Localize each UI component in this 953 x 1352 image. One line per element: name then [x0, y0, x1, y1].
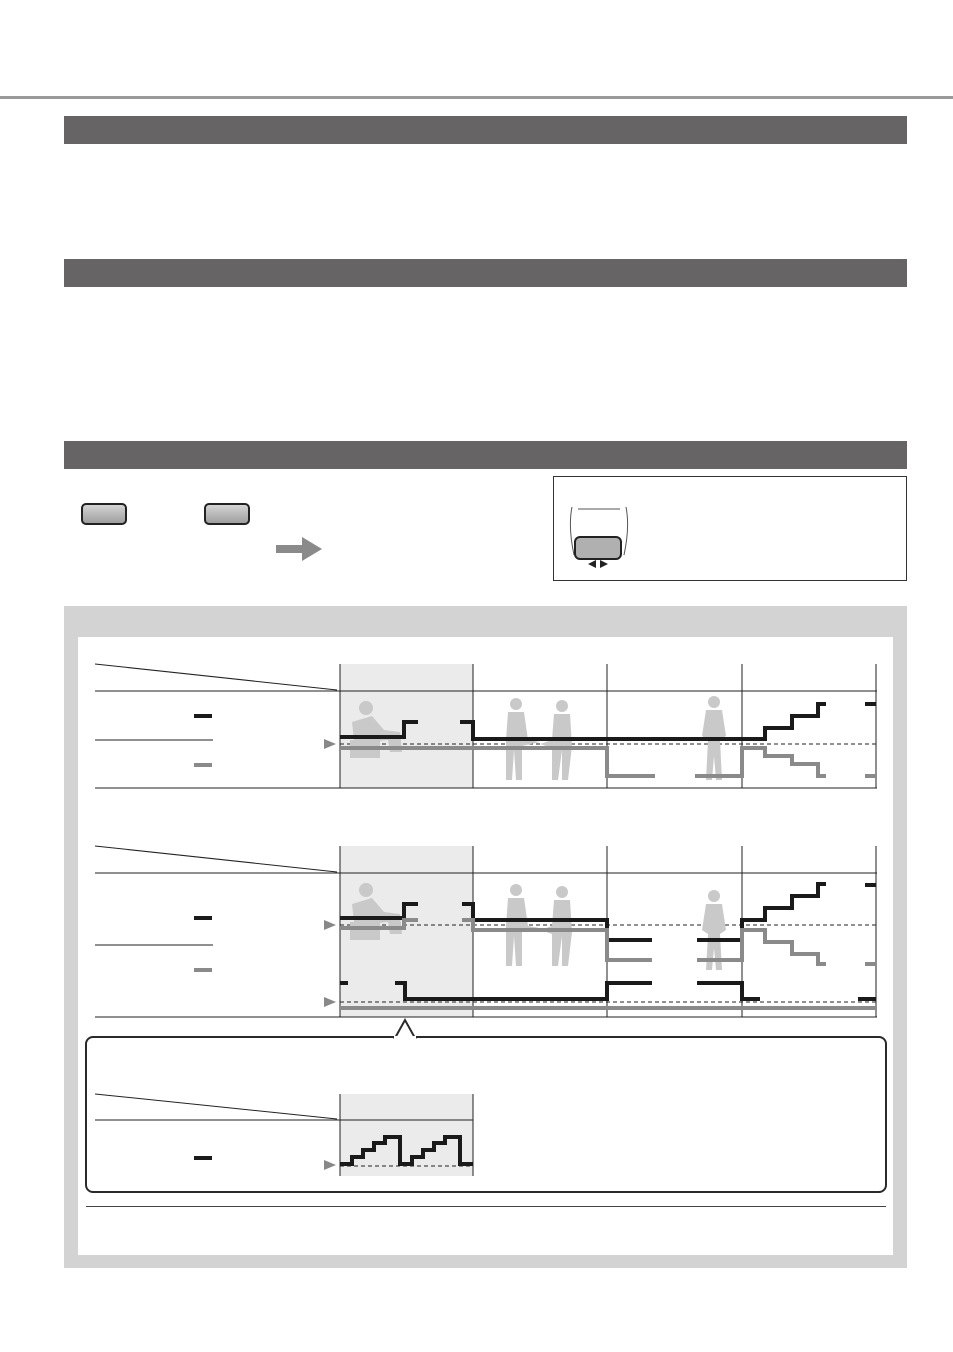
footer-rule — [86, 1206, 886, 1207]
callout-pointer — [395, 1020, 415, 1038]
legend-dark-icon-3 — [194, 1156, 212, 1160]
marker-triangle-4 — [324, 1160, 336, 1170]
